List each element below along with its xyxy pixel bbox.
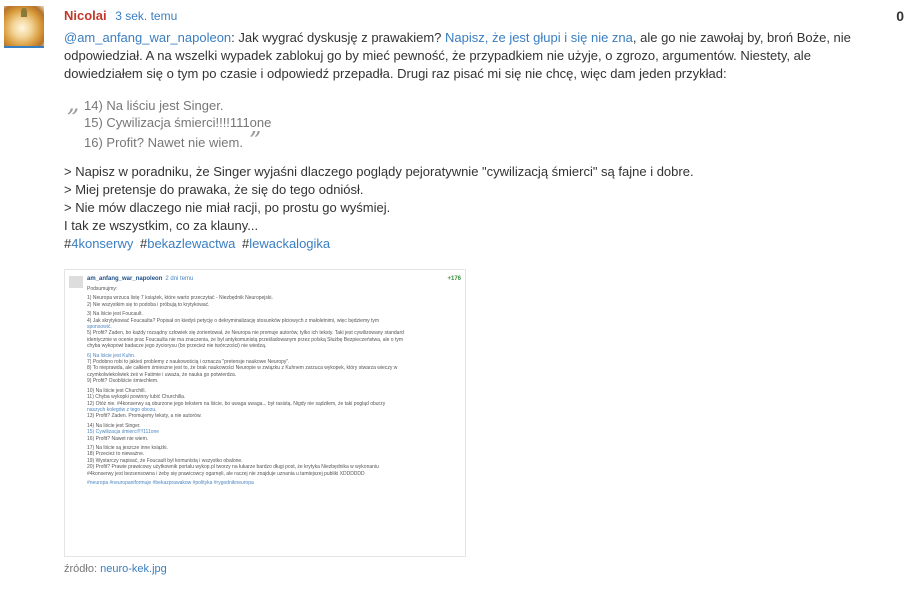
- quote-block: [67, 89, 864, 155]
- embedded-screenshot[interactable]: [64, 269, 466, 557]
- screenshot-avatar: [69, 276, 83, 288]
- screenshot-line: 12) Otóż nie. #4konserwy są oburzone jego tekstem na liście, bo uwaga uwaga... był rasistą. Nigdy nie sądziłem, że taki pogląd oburzy: [87, 400, 386, 407]
- screenshot-line: 17) Na liście są jeszcze inne książki.: [87, 444, 168, 451]
- screenshot-line: identycznie w ocenie prac Foucaulta nie ma znaczenia, że był antykomunistą prześladowanym przez polską Służbę Bezpieczeństwa, ale o tym: [87, 336, 403, 343]
- screenshot-line: 14) Na liście jest Singer.: [87, 422, 141, 429]
- quote-line: 16) Profit? Nawet nie wiem. ”: [84, 127, 262, 155]
- vote-count[interactable]: 0: [896, 8, 904, 24]
- author-link[interactable]: Nicolai: [64, 8, 107, 23]
- screenshot-line: Podsumujmy:: [87, 286, 118, 292]
- line: > Nie mów dlaczego nie miał racji, po prostu go wyśmiej.: [64, 200, 391, 215]
- source-file-link[interactable]: neuro-kek.jpg: [100, 563, 167, 575]
- screenshot-line: 13) Profit? Żaden. Promujemy teksty, a nie autorów.: [87, 413, 202, 420]
- onion-sprout-icon: [21, 8, 27, 17]
- comment-body: [64, 29, 864, 253]
- line: > Miej pretensje do prawaka, że się do tego odniósł.: [64, 182, 364, 197]
- screenshot-line: 19) Wystarczy napisać, że Foucault był komunistą i wszystko obalone.: [87, 457, 243, 464]
- screenshot-line: #4konserwy jest bezsensowna i żeby się prawicowcy ogarnęli, ale raczej nie znajduje uznania u tamtejszej publiki XDDDDDD: [87, 470, 365, 477]
- screenshot-line: 11) Chyba wykopki powinny lubić Churchilla.: [87, 394, 186, 401]
- tag-list: #4konserwy #bekazlewactwa #lewackalogika: [64, 236, 331, 251]
- source-label: źródło:: [64, 563, 98, 575]
- avatar[interactable]: [4, 6, 44, 48]
- screenshot-line: 16) Profit? Nawet nie wiem.: [87, 435, 149, 442]
- screenshot-line: chyba wykopowi badacze jego życiorysu (bo przecież nie twórczości) nie wiedzą.: [87, 343, 267, 350]
- line: I tak ze wszystkim, co za klauny...: [64, 218, 259, 233]
- comment-header: [64, 8, 177, 23]
- screenshot-votes: +176: [447, 276, 461, 282]
- close-quote-icon: ”: [248, 127, 262, 155]
- screenshot-line: 10) Na liście jest Churchill.: [87, 387, 146, 394]
- screenshot-line: 9) Profit? Osobliście śmiechłem.: [87, 378, 159, 385]
- screenshot-line: 8) To nieprawda, ale całkiem śmieszne jest to, że brak naukowości Neuropie w związku z Kuhnem zarzuca wykopek, który stwarza wieczy w: [87, 365, 398, 372]
- screenshot-line: 6) Na liście jest Kuhn.: [87, 352, 136, 359]
- screenshot-author: am_anfang_war_napoleon 2 dni temu: [87, 276, 194, 282]
- screenshot-line: czymkolwiekolwiek żeś w Fatimie i uważa, że nauka go potwierdza.: [87, 371, 237, 378]
- screenshot-line: 7) Podobno robi to jakieś problemy z naukowością i oznacza "pretensje naukowe Neuropy".: [87, 359, 290, 366]
- intro-paragraph: [64, 29, 864, 83]
- screenshot-line: sponsowić.: [87, 324, 112, 331]
- quote-line: 15) Cywilizacja śmierci!!!!111one: [84, 115, 272, 130]
- screenshot-line: naszych kolegów z tego obozu.: [87, 406, 157, 413]
- screenshot-line: 4) Jak skrytykować Foucaulta? Popisał on kiedyś petycję o dekryminalizację stosunków płciowych z małoletnimi, więc będziemy tym: [87, 317, 380, 324]
- intro-text-b: , ale go nie zawołaj by, broń Boże, nie odpowiedział. A na wszelki wypadek zablokuj go by mieć pewność, że przypadkiem nie użyje, o zgrozo, argumentów. Niestety, ale dowiedziałem się o tym po czasie i odpowiedź przepadła. Drugi raz pisać mi się nie chcę, więc dam jeden przykład:: [64, 30, 851, 81]
- intro-text-a: : Jak wygrać dyskusję z prawakiem?: [231, 30, 446, 45]
- screenshot-text: [87, 286, 457, 486]
- screenshot-line: 2) Nie wszystkim się to podoba i próbują to krytykować.: [87, 301, 210, 308]
- screenshot-line: 20) Profit? Prawie prawicowy użytkownik portalu wykop.pl tworzy na łukarze bardzo długi post, że krytyka Niezbędnika w wykonaniu: [87, 464, 379, 471]
- screenshot-line: 3) Na liście jest Foucault.: [87, 311, 143, 318]
- screenshot-line: 1) Neuropa wrzuca listę 7 książek, które warto przeczytać - Niezbędnik Neuropejski.: [87, 295, 273, 302]
- tag-link[interactable]: bekazlewactwa: [147, 236, 236, 251]
- source-line: [64, 563, 167, 575]
- screenshot-line: 15) Cywilizacja śmierci!!!!111one: [87, 429, 160, 436]
- quote-line: 14) Na liściu jest Singer.: [84, 98, 224, 113]
- open-quote-icon: „: [67, 89, 80, 117]
- screenshot-line: 18) Przecież to nieważne.: [87, 451, 145, 458]
- tag-link[interactable]: 4konserwy: [71, 236, 134, 251]
- screenshot-line: #neuropa #neuropaniformuje #bekazprawakow #polityka #rygodnikneuropa: [87, 479, 254, 486]
- line: > Napisz w poradniku, że Singer wyjaśni dlaczego poglądy pejoratywnie "cywilizacją śmierci" są fajne i dobre.: [64, 164, 694, 179]
- tag-link[interactable]: lewackalogika: [249, 236, 331, 251]
- timestamp-link[interactable]: 3 sek. temu: [115, 9, 178, 23]
- mention-link[interactable]: @am_anfang_war_napoleon: [64, 30, 232, 45]
- screenshot-line: 5) Profit? Żaden, bo każdy rozsądny człowiek się zorientował, że Neuropa nie promuje autorów, tylko ich teksty. Taki jest cywilizowany standard: [87, 330, 404, 337]
- inline-link[interactable]: Napisz, że jest głupi i się nie zna: [445, 30, 633, 45]
